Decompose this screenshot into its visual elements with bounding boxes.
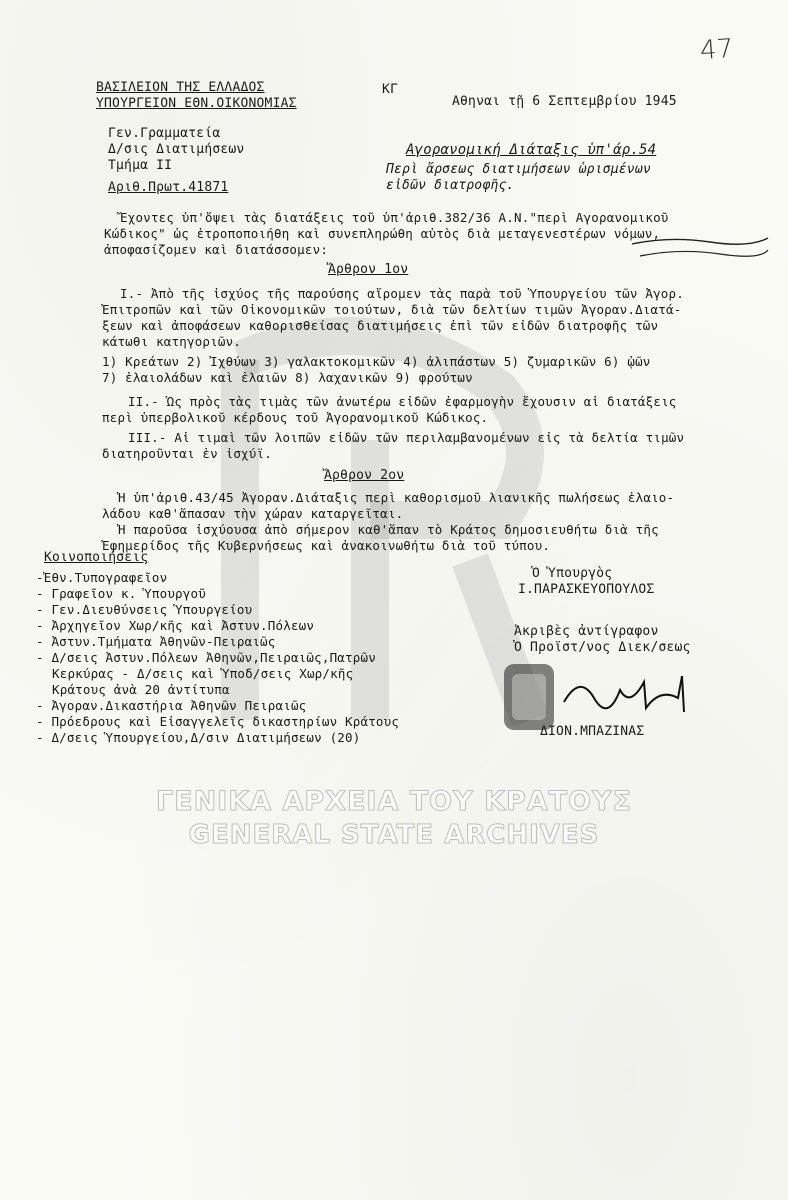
archive-watermark-english: GENERAL STATE ARCHIVES [188, 820, 600, 850]
date-mark: ΚΓ [382, 82, 399, 97]
article-1-text: Ι.- Ἀπὸ τῆς ἰσχύος τῆς παρούσης αἴρομεν τὰς παρὰ τοῦ Ὑπουργείου τῶν Ἀγορ. [120, 286, 684, 301]
article-2-text: Ἡ παροῦσα ἰσχύουσα ἀπὸ σήμερον καθ'ἅπαν τὸ Κράτος δημοσιευθήτω διὰ τῆς [118, 522, 659, 537]
minister-title: Ὁ Ὑπουργὸς [532, 566, 613, 581]
document-title: Αγορανομική Διάταξις ὑπ'άρ.54 [406, 142, 657, 158]
distribution-item: - Πρόεδρους καὶ Εἰσαγγελεῖς δικαστηρίων Κράτους [36, 714, 400, 729]
copy-signer-name: ΔΙΟΝ.ΜΠΑΖΙΝΑΣ [540, 724, 645, 739]
protocol-number: Αριθ.Πρωτ.41871 [108, 180, 229, 195]
article-1-heading: Ἄρθρον 1ον [328, 262, 409, 277]
page-number: 47 [698, 33, 735, 67]
section-head-title: Ὁ Προϊστ/νος Διεκ/σεως [514, 640, 691, 655]
food-categories-list: 7) ἐλαιολάδων καὶ ἐλαιῶν 8) λαχανικῶν 9) φρούτων [102, 370, 473, 385]
distribution-item: - Δ/σεις Ἀστυν.Πόλεων Ἀθηνῶν,Πειραιῶς,Πατρῶν [36, 650, 376, 665]
article-2-heading: Ἄρθρον 2ον [324, 468, 405, 483]
distribution-item: Κράτους ἀνὰ 20 ἀντίτυπα [52, 682, 230, 697]
preamble-line: ἀποφασίζομεν καὶ διατάσσομεν: [104, 242, 329, 257]
distribution-item: -Ἐθν.Τυπογραφεῖον [36, 570, 168, 585]
food-categories-list: 1) Κρεάτων 2) Ἰχθύων 3) γαλακτοκομικῶν 4) ἀλιπάστων 5) ζυμαρικῶν 6) ᾠῶν [102, 354, 651, 369]
distribution-item: - Ἀρχηγεῖον Χωρ/κῆς καὶ Ἀστυν.Πόλεων [36, 618, 315, 633]
distribution-item: - Ἀγοραν.Δικαστήρια Ἀθηνῶν Πειραιῶς [36, 698, 307, 713]
header-line-kingdom: ΒΑΣΙΛΕΙΟΝ ΤΗΣ ΕΛΛΑΔΟΣ [96, 80, 265, 95]
minister-name: Ι.ΠΑΡΑΣΚΕΥΟΠΟΥΛΟΣ [518, 582, 655, 597]
preamble-line: Ἔχοντες ὑπ'ὄψει τὰς διατάξεις τοῦ ὑπ'ἀριθ.382/36 Α.Ν."περὶ Αγορανομικοῦ [120, 210, 669, 225]
handwritten-correction [630, 232, 770, 262]
distribution-heading: Κοινοποιήσεις [44, 550, 149, 565]
article-1-text: κάτωθι κατηγοριῶν. [102, 334, 242, 349]
distribution-item: - Δ/σεις Ὑπουργείου,Δ/σιν Διατιμήσεων (20) [36, 730, 361, 745]
handwritten-signature [560, 668, 700, 718]
article-1-text: Ἐπιτροπῶν καὶ τῶν Οἰκονομικῶν τοιούτων, διὰ τῶν δελτίων τιμῶν Ἀγοραν.Διατά- [102, 302, 682, 317]
distribution-item: - Ἀστυν.Τμήματα Ἀθηνῶν-Πειραιῶς [36, 634, 276, 649]
article-2-text: Ἐφημερίδος τῆς Κυβερνήσεως καὶ ἀνακοινωθήτω διὰ τοῦ τύπου. [102, 538, 551, 553]
document-date: Αθηναι τῇ 6 Σεπτεμβρίου 1945 [452, 94, 677, 109]
subject-line-2: εἰδῶν διατροφῆς. [386, 178, 515, 193]
header-line-directorate: Δ/σις Διατιμήσεων [108, 142, 245, 157]
article-1-text: περὶ ὑπερβολικοῦ κέρδους τοῦ Ἀγορανομικοῦ Κώδικος. [102, 410, 489, 425]
distribution-item: Κερκύρας - Δ/σεις καὶ Ὑποδ/σεις Χωρ/κῆς [52, 666, 354, 681]
article-1-text: διατηροῦνται ἐν ἰσχύϊ. [102, 446, 272, 461]
distribution-item: - Γραφεῖον κ. Ὑπουργοῦ [36, 586, 206, 601]
archive-watermark-greek: ΓΕΝΙΚΑ ΑΡΧΕΙΑ ΤΟΥ ΚΡΑΤΟΥΣ [155, 786, 633, 817]
article-1-text: ξεων καὶ ἀποφάσεων καθορισθείσας διατιμήσεις ἐπὶ τῶν εἰδῶν διατροφῆς τῶν [102, 318, 659, 333]
certified-copy-label: Ἀκριβὲς ἀντίγραφον [514, 624, 659, 639]
header-line-secretariat: Γεν.Γραμματεία [108, 126, 221, 141]
distribution-item: - Γεν.Διευθύνσεις Ὑπουργείου [36, 602, 253, 617]
header-line-ministry: ΥΠΟΥΡΓΕΙΟΝ ΕΘΝ.ΟΙΚΟΝΟΜΙΑΣ [96, 96, 297, 111]
preamble-line: Κώδικος" ὡς ἐτροποποιήθη καὶ συνεπληρώθη αὐτὸς διὰ μεταγενεστέρων νόμων, [104, 226, 661, 241]
article-2-text: Ἡ ὑπ'ἀριθ.43/45 Ἀγοραν.Διάταξις περὶ καθορισμοῦ λιανικῆς πωλήσεως ἐλαιο- [118, 490, 675, 505]
header-line-section: Τμήμα ΙΙ [108, 158, 173, 173]
article-1-text: ΙΙ.- Ὡς πρὸς τὰς τιμὰς τῶν ἀνωτέρω εἰδῶν ἐφαρμογὴν ἔχουσιν αἱ διατάξεις [128, 394, 677, 409]
article-1-text: ΙΙΙ.- Αἱ τιμαὶ τῶν λοιπῶν εἰδῶν τῶν περιλαμβανομένων εἰς τὰ δελτία τιμῶν [128, 430, 685, 445]
subject-line-1: Περὶ ἄρσεως διατιμήσεων ὡρισμένων [386, 162, 651, 177]
article-2-text: λάδου καθ'ἅπασαν τὴν χώραν καταργεῖται. [102, 506, 404, 521]
